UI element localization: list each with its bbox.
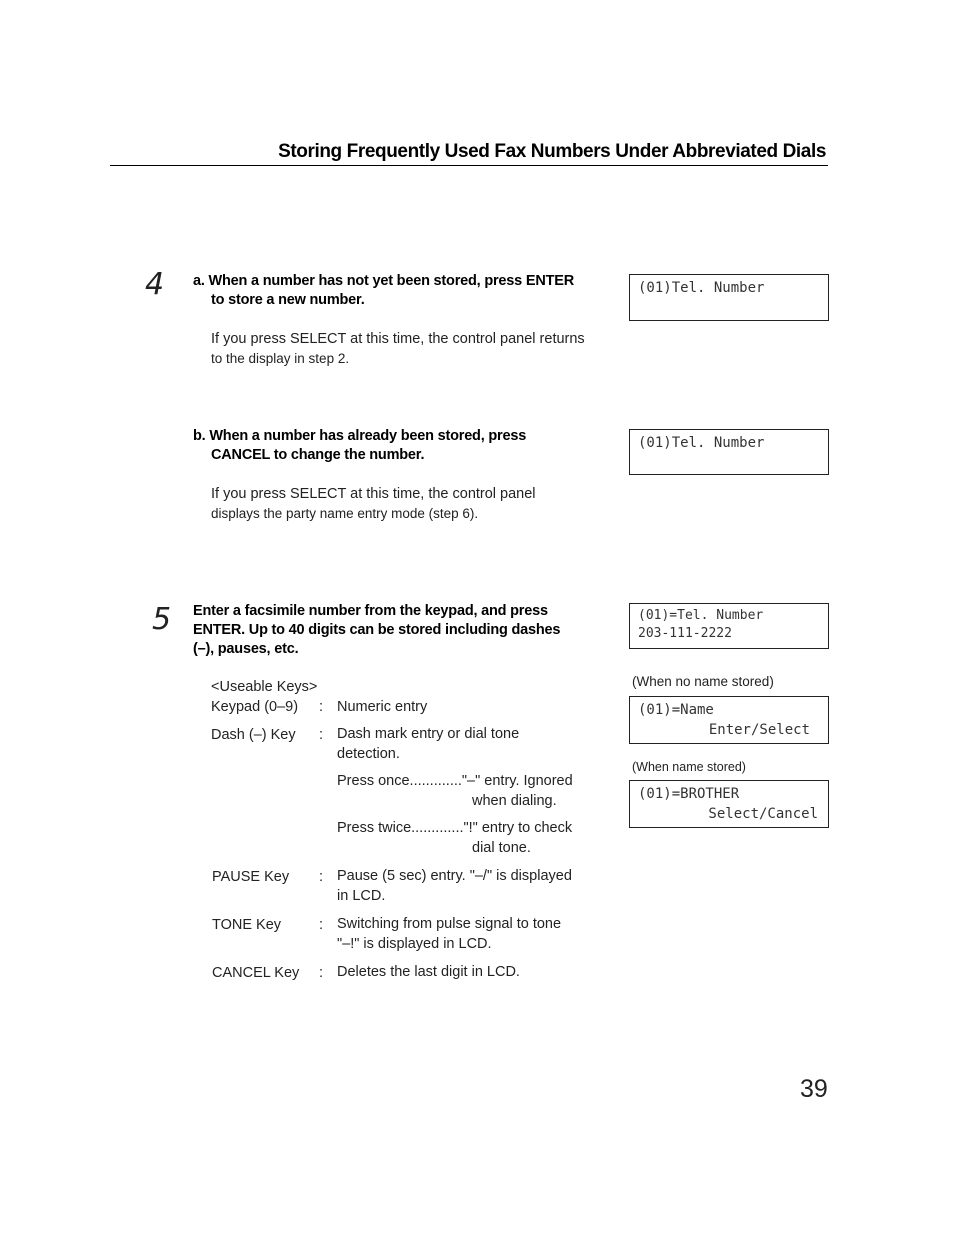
lcd-display-5-no-name: (01)=Name Enter/Select <box>629 696 829 744</box>
key-desc-tone: Switching from pulse signal to tone "–!" is displayed in LCD. <box>337 916 562 952</box>
key-sep-pause: : <box>319 869 324 885</box>
key-name-cancel: CANCEL Key <box>212 965 300 981</box>
key-sep-keypad: : <box>319 699 324 715</box>
title-rule <box>110 165 828 166</box>
step5-heading: Enter a facsimile number from the keypad, and press ENTER. Up to 40 digits can be stored including dashes (–), pauses, etc. <box>193 603 561 657</box>
lcd-display-4b: (01)Tel. Number <box>629 429 829 475</box>
lcd-display-5-name: (01)=BROTHER Select/Cancel <box>629 780 829 828</box>
caption-no-name: (When no name stored) <box>632 674 774 689</box>
key-sep-tone: : <box>319 917 324 933</box>
step4a-heading: a. When a number has not yet been stored, press ENTER to store a new number. <box>193 273 574 308</box>
key-name-dash: Dash (–) Key <box>211 727 296 743</box>
key-desc-cancel: Deletes the last digit in LCD. <box>337 964 520 980</box>
step4b-heading: b. When a number has already been stored, press CANCEL to change the number. <box>193 428 527 463</box>
key-name-pause: PAUSE Key <box>212 869 290 885</box>
page-number: 39 <box>800 1075 828 1103</box>
dash-press-twice: Press twice............."!" entry to check dial tone. <box>337 820 573 856</box>
lcd-display-4a: (01)Tel. Number <box>629 274 829 321</box>
key-desc-pause: Pause (5 sec) entry. "–/" is displayed in LCD. <box>337 868 572 904</box>
caption-name-stored: (When name stored) <box>632 760 746 774</box>
key-name-keypad: Keypad (0–9) <box>211 699 299 715</box>
key-sep-dash: : <box>319 727 324 743</box>
step-number-5: 5 <box>152 602 172 637</box>
key-name-tone: TONE Key <box>212 917 282 933</box>
step4b-body: If you press SELECT at this time, the control panel displays the party name entry mode (step 6). <box>211 486 536 521</box>
dash-press-once: Press once............."–" entry. Ignored when dialing. <box>337 773 573 809</box>
step4a-body: If you press SELECT at this time, the control panel returns to the display in step 2. <box>211 331 585 366</box>
key-desc-keypad: Numeric entry <box>337 699 428 715</box>
step-number-4: 4 <box>145 267 165 302</box>
key-sep-cancel: : <box>319 965 324 981</box>
key-desc-dash: Dash mark entry or dial tone detection. <box>337 726 520 762</box>
useable-keys-heading: <Useable Keys> <box>211 679 318 695</box>
lcd-display-5-number: (01)=Tel. Number 203-111-2222 <box>629 603 829 649</box>
page-title: Storing Frequently Used Fax Numbers Under Abbreviated Dials <box>278 141 826 162</box>
